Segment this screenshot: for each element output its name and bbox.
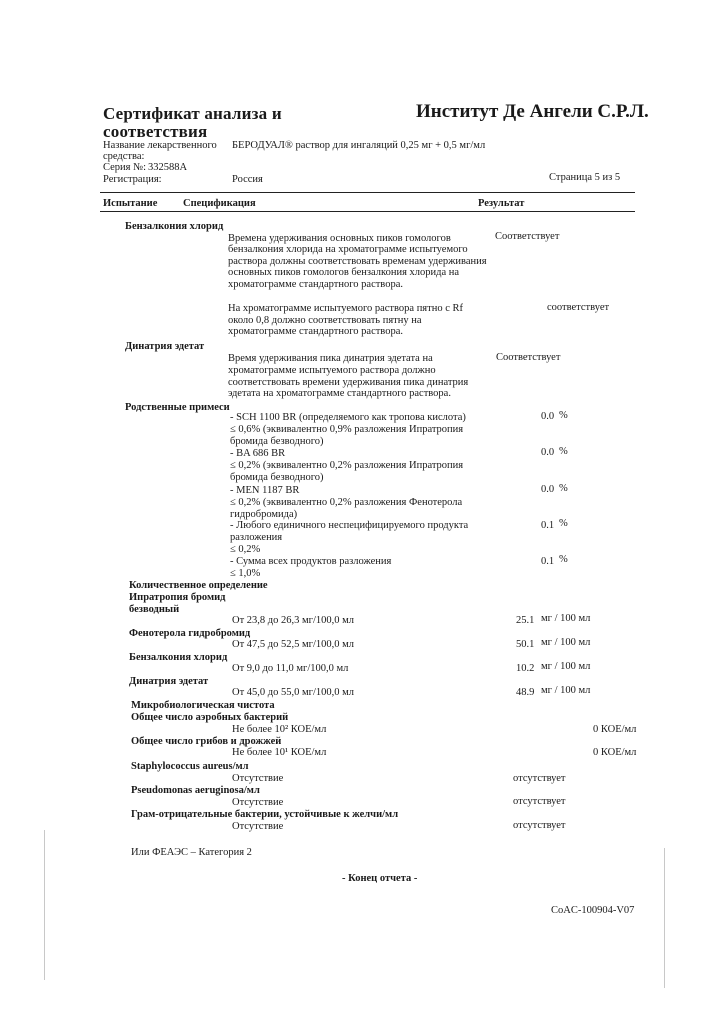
assay-name: Фенотерола гидробромид [129,628,251,639]
micro-result: 0 КОЕ/мл [593,747,637,758]
assay-value: 48.9 [516,687,535,698]
micro-name: Грам-отрицательные бактерии, устойчивые к желчи/мл [131,809,399,820]
result-value: соответствует [547,302,610,313]
assay-spec: От 45,0 до 55,0 мг/100,0 мл [232,687,355,698]
spec-line: - SCH 1100 BR (определяемого как тропова кислота) [230,412,466,423]
table-header-divider [100,211,635,212]
micro-result: 0 КОЕ/мл [593,724,637,735]
spec-line: эдетата на хроматограмме стандартного раствора. [228,388,451,399]
assay-value: 25.1 [516,615,535,626]
column-spec: Спецификация [183,198,256,209]
end-of-report: - Конец отчета - [342,873,418,884]
micro-title: Микробиологическая чистота [131,700,275,711]
spec-line: гидробромида) [230,509,298,520]
page-number: Страница 5 из 5 [549,172,621,183]
spec-line: На хроматограмме испытуемого раствора пятно с Rf [228,303,464,314]
column-test: Испытание [103,198,158,209]
assay-value: 50.1 [516,639,535,650]
spec-line: бензалкония хлорида на хроматограмме испытуемого [228,244,468,255]
spec-line: хроматограмме стандартного раствора. [228,279,403,290]
impurity-value: 0.0 [541,484,555,495]
assay-unit: мг / 100 мл [541,613,591,624]
column-result: Результат [478,198,525,209]
spec-line: хроматограмме испытуемого раствора должно [228,365,436,376]
registration-value: Россия [232,174,263,185]
micro-name: Общее число грибов и дрожжей [131,736,282,747]
series-value: 332588A [148,162,188,173]
micro-result: отсутствует [513,820,566,831]
assay-name: Динатрия эдетат [129,676,209,687]
spec-line: соответствовать времени удерживания пика динатрия [228,377,469,388]
spec-line: бромида безводного) [230,436,324,447]
micro-name: Pseudomonas aeruginosa/мл [131,785,260,796]
scan-artifact-line [44,830,45,980]
impurity-unit: % [559,446,568,457]
test-name-edetate: Динатрия эдетат [125,341,205,352]
spec-line: - BA 686 BR [230,448,286,459]
impurity-unit: % [559,554,568,565]
document-title-line1: Сертификат анализа и [103,104,282,123]
spec-line: раствора должны соответствовать временам удерживания [228,256,487,267]
spec-line: хроматограмме стандартного раствора. [228,326,403,337]
assay-name: Ипратропия бромид [129,592,226,603]
spec-line: ≤ 0,2% (эквивалентно 0,2% разложения Фенотерола [230,497,463,508]
assay-unit: мг / 100 мл [541,685,591,696]
impurity-value: 0.1 [541,556,555,567]
assay-name: безводный [129,604,180,615]
test-name-benzalkonium: Бензалкония хлорид [125,221,224,232]
spec-line: ≤ 0,2% [230,544,261,555]
spec-line: около 0,8 должно соответствовать пятну на [228,315,422,326]
spec-line: ≤ 1,0% [230,568,261,579]
assay-unit: мг / 100 мл [541,637,591,648]
document-code: CoAC-100904-V07 [551,905,635,916]
spec-line: ≤ 0,2% (эквивалентно 0,2% разложения Ипратропия [230,460,464,471]
spec-line: - Сумма всех продуктов разложения [230,556,392,567]
impurity-unit: % [559,410,568,421]
institute-name: Институт Де Ангели С.Р.Л. [416,101,649,122]
assay-unit: мг / 100 мл [541,661,591,672]
micro-spec: Не более 10¹ КОЕ/мл [232,747,327,758]
spec-line: ≤ 0,6% (эквивалентно 0,9% разложения Ипратропия [230,424,464,435]
product-value: БЕРОДУАЛ® раствор для ингаляций 0,25 мг + 0,5 мг/мл [232,140,486,151]
micro-name: Общее число аэробных бактерий [131,712,289,723]
product-label-2: средства: [103,151,145,162]
spec-line: - MEN 1187 BR [230,485,300,496]
scan-artifact-line [664,848,665,988]
impurity-unit: % [559,483,568,494]
header-divider [100,192,635,193]
micro-result: отсутствует [513,773,566,784]
result-value: Соответствует [495,231,560,242]
micro-spec: Отсутствие [232,821,284,832]
test-name-impurities: Родственные примеси [125,402,230,413]
impurity-value: 0.0 [541,447,555,458]
micro-result: отсутствует [513,796,566,807]
result-value: Соответствует [496,352,561,363]
spec-line: основных пиков гомологов бензалкония хлорида на [228,267,460,278]
impurity-value: 0.0 [541,411,555,422]
spec-line: Время удерживания пика динатрия эдетата на [228,353,433,364]
micro-name: Staphylococcus aureus/мл [131,761,249,772]
micro-spec: Отсутствие [232,773,284,784]
spec-line: Времена удерживания основных пиков гомологов [228,233,451,244]
spec-line: разложения [230,532,283,543]
document-title-line2: соответствия [103,122,208,141]
micro-spec: Отсутствие [232,797,284,808]
assay-spec: От 47,5 до 52,5 мг/100,0 мл [232,639,355,650]
spec-line: бромида безводного) [230,472,324,483]
assay-name: Бензалкония хлорид [129,652,228,663]
assay-spec: От 9,0 до 11,0 мг/100,0 мл [232,663,349,674]
category-note: Или ФЕАЭС – Категория 2 [131,847,252,858]
registration-label: Регистрация: [103,174,162,185]
series-label: Серия №: [103,162,147,173]
spec-line: - Любого единичного неспецифицируемого продукта [230,520,469,531]
assay-value: 10.2 [516,663,535,674]
impurity-unit: % [559,518,568,529]
micro-spec: Не более 10² КОЕ/мл [232,724,327,735]
assay-title: Количественное определение [129,580,268,591]
assay-spec: От 23,8 до 26,3 мг/100,0 мл [232,615,355,626]
impurity-value: 0.1 [541,520,555,531]
product-label-1: Название лекарственного [103,140,217,151]
